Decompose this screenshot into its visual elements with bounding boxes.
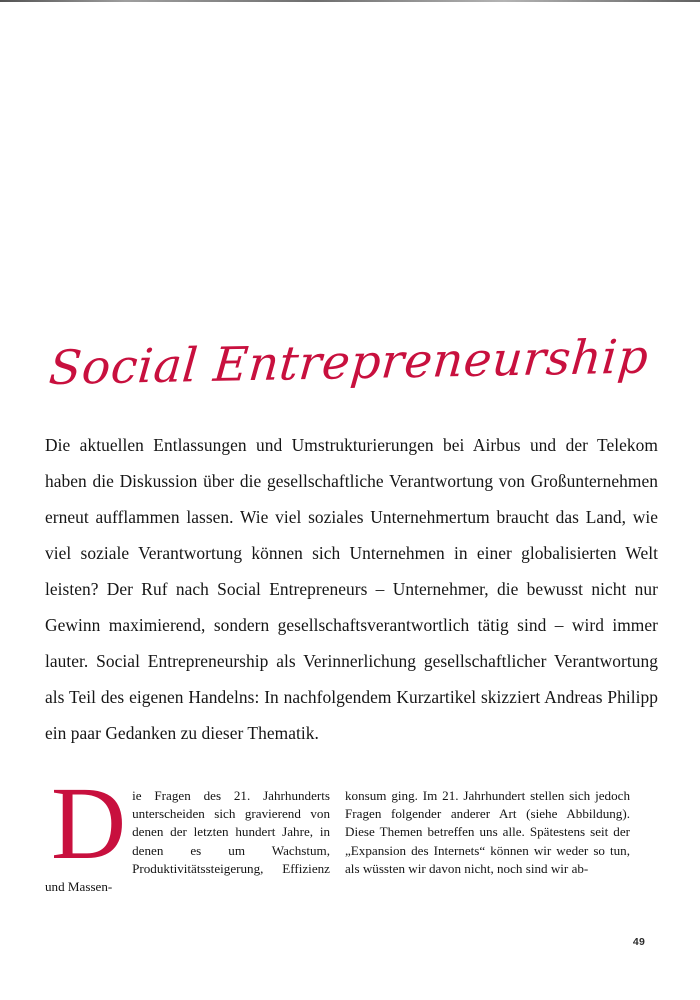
article-title: Social Entrepreneurship (46, 330, 651, 397)
body-column-right-text: konsum ging. Im 21. Jahrhundert stellen sich jedoch Fragen folgender anderer Art (siehe Abbildung). Diese Themen betreffen uns alle. Spätestens seit der „Expansion des Internets“ können wir weder so tun, als wüssten wir davon nicht, noch sind wir ab- (345, 788, 630, 876)
lead-paragraph: Die aktuellen Entlassungen und Umstrukturierungen bei Airbus und der Telekom haben die Diskussion über die gesellschaftliche Verantwortung von Großunternehmen erneut aufflammen lassen. Wie viel soziales Unternehmertum braucht das Land, wie viel soziale Verantwortung können sich Unternehmen in einer globalisierten Welt leisten? Der Ruf nach Social Entrepreneurs – Unternehmer, die bewusst nicht nur Gewinn maximierend, sondern gesellschaftsverantwortlich tätig sind – wird immer lauter. Social Entrepreneurship als Verinnerlichung gesellschaftlicher Verantwortung als Teil des eigenen Handelns: In nachfolgendem Kurzartikel skizziert Andreas Philipp ein paar Gedanken zu dieser Thematik. (45, 435, 658, 743)
body-column-left (45, 766, 330, 896)
body-column-right (345, 787, 630, 878)
drop-cap: D (51, 766, 127, 881)
page-top-edge-line (0, 0, 700, 2)
body-column-left-text: ie Fragen des 21. Jahrhunderts unterscheiden sich gravierend von denen der letzten hundert Jahre, in denen es um Wachstum, Produktivitätssteigerung, Effizienz und Massen- (45, 788, 330, 895)
page-number: 49 (632, 936, 646, 948)
body-columns (45, 766, 658, 907)
